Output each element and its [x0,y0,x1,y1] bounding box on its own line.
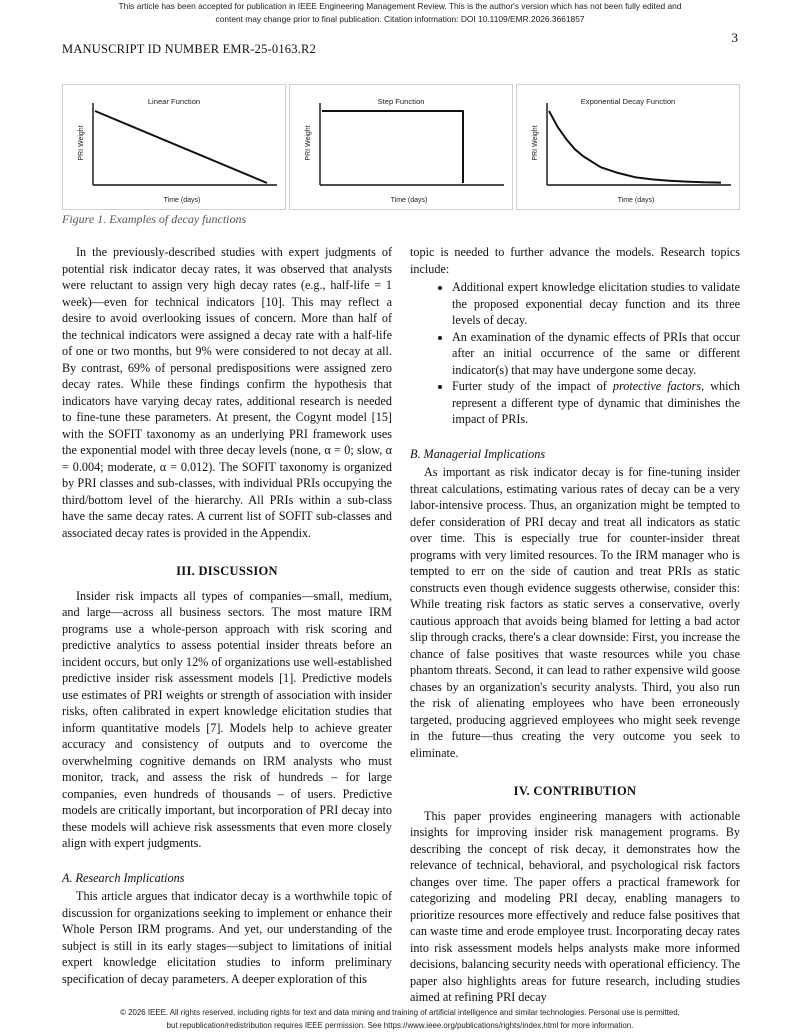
banner-line-2: content may change prior to final publication. Citation information: DOI 10.1109/EMR.2026.3661857 [215,14,585,24]
page-number: 3 [731,30,738,45]
section-heading-discussion: III. DISCUSSION [176,564,278,578]
list-item: • An examination of the dynamic effects of PRIs that occur after an initial occurrence of the same or different indicator(s) that may have undergone some decay. [452,329,740,379]
series-line [95,111,267,183]
copyright-footer [0,1006,800,1032]
list-item-text: , which represent a different type of dynamic that diminishes the impact of PRIs. [452,379,740,426]
left-column [62,244,392,987]
x-axis-label: Time (days) [617,197,655,204]
series-line [322,111,463,183]
footer-line-1: © 2026 IEEE. All rights reserved, including rights for text and data mining and training of artificial intelligence and similar technologies. Personal use is permitted, [120,1008,680,1017]
manuscript-id: MANUSCRIPT ID NUMBER EMR-25-0163.R2 [62,42,317,56]
emphasis-text: protective factors [612,379,702,393]
subsection-heading-research: A. Research Implications [62,870,185,885]
section-heading-contribution: IV. CONTRIBUTION [513,784,637,798]
paragraph: Insider risk impacts all types of companies—small, medium, and large—across all business sectors. The most mature IRM programs use a whole-person approach with risk scoring and predictive analytics to assess potential insider threats before an incident occurs, but only 12% of organizations use well-established predictive insider risk assessment models [1]. Predictive models use estimates of PRI weights or strength of association with insider risks, often calibrated in expert knowledge elicitation studies that inform quantitative models [7]. Models help to achieve greater accuracy and consistency of outputs and to overcome the overwhelming cognitive demands on IRM analysts who must monitor, track, and assess the risk of hundreds – for large companies, even hundreds of thousands – of users. Predictive models are critically important, but incorporation of PRI decay into these models will achieve risk assessments that even more closely align with expert judgments. [62,588,392,850]
research-topics-list [410,279,740,428]
chart-exponential [517,85,739,209]
y-axis-label: PRI Weight [78,125,85,161]
series-line [549,111,721,183]
chart-title: Linear Function [147,97,201,106]
paragraph: This paper provides engineering managers with actionable insights for improving insider risk management programs. By describing the concept of risk decay, it demonstrates how the relevance of technical, behavioral, and psychological risk factors changes over time. The paper offers a practical framework for categorizing and modeling PRI decay, enabling managers to prioritize resources more effectively and reduce false positives that can waste time and erode employee trust. Incorporating decay rates into risk assessment models helps analysts make more informed decisions, balancing security needs with operational efficiency. The paper also highlights areas for future research, including studies aimed at refining PRI decay [410,808,740,1004]
paragraph: This article argues that indicator decay is a worthwhile topic of discussion for organizations seeking to implement or enhance their Whole Person IRM programs. And yet, our understanding of the subject is still in its early stages—subject to limitations of initial expert knowledge elicitation studies to inform preliminary specification of decay parameters. A deeper exploration of this [62,889,392,986]
list-item-text: Furter study of the impact of [452,379,613,393]
x-axis-label: Time (days) [163,197,201,204]
chart-panel-step [289,84,513,210]
publication-banner [0,0,800,26]
paragraph: topic is needed to further advance the models. Research topics include: [410,245,740,276]
x-axis-label: Time (days) [390,197,428,204]
right-column [410,244,740,1006]
list-item [452,378,740,428]
paragraph: In the previously-described studies with expert judgments of potential risk indicator decay rates, it was observed that analysts were reluctant to assign very high decay rates (e.g., half-life = 1 week)—even for technical indicators [10]. This may reflect a desire to avoid overlooking issues of concern. More than half of the technical indicators were assigned a decay rate with a half-life of one or two months, but 9% were considered to not decay at all. By contrast, 69% of personal predispositions were assigned zero decay rates. While these findings confirm the hypothesis that indicators have varying decay rates, additional research is needed to fine-tune these parameters. At present, the Cogynt model [15] with the SOFIT taxonomy as an underlying PRI framework uses the exponential model with three decay levels (none, α = 0; slow, α = 0.004; moderate, α = 0.012). The SOFIT taxonomy is organized by PRI classes and sub-classes, with individual PRIs occupying the third/bottom level of the hierarchy. All PRIs within a sub-class have the same decay rates. A current list of SOFIT sub-classes and associated decay rates is provided in the Appendix. [62,245,392,540]
banner-line-1: This article has been accepted for publication in IEEE Engineering Management Review. This is the author's version which has not been fully edited and [118,1,682,11]
chart-step [290,85,512,209]
y-axis-label: PRI Weight [532,125,539,161]
chart-linear [63,85,285,209]
chart-title: Exponential Decay Function [580,97,676,106]
y-axis-label: PRI Weight [305,125,312,161]
chart-panel-linear [62,84,286,210]
chart-title: Step Function [377,97,425,106]
paragraph: As important as risk indicator decay is for fine-tuning insider threat calculations, estimating various rates of decay can be a very labor-intensive process. Thus, an organization might be tempted to defer consideration of PRI decay and treat all indicators as static over time. This is especially true for counter-insider threat programs with very limited resources. To the IRM manager who is tempted to err on the side of caution and treat PRIs as static constructs even though evidence suggests otherwise, consider this: While treating risk factors as static serves a conservative, overly cautious approach that avoids being blamed for letting a bad actor slip through cracks, there's a clear downside: First, you increase the chance of false positives that waste resources while you chase phantom threats. Second, it can lead to rather expensive wild goose chases by an organization's security analysts. Third, you also run the risk of alienating employees who have been erroneously targeted, producing aggrieved employees who might seek revenge in the future—thus creating the very outcome you seek to eliminate. [410,465,740,760]
figure-decay-functions [62,84,740,210]
footer-line-2: but republication/redistribution requires IEEE permission. See https://www.ieee.org/publications/rights/index.html for more information. [166,1021,634,1030]
figure-caption: Figure 1. Examples of decay functions [62,212,247,226]
list-item: • Additional expert knowledge elicitation studies to validate the proposed exponential decay function and its three levels of decay. [452,279,740,329]
subsection-heading-managerial: B. Managerial Implications [410,446,546,461]
chart-panel-exponential [516,84,740,210]
